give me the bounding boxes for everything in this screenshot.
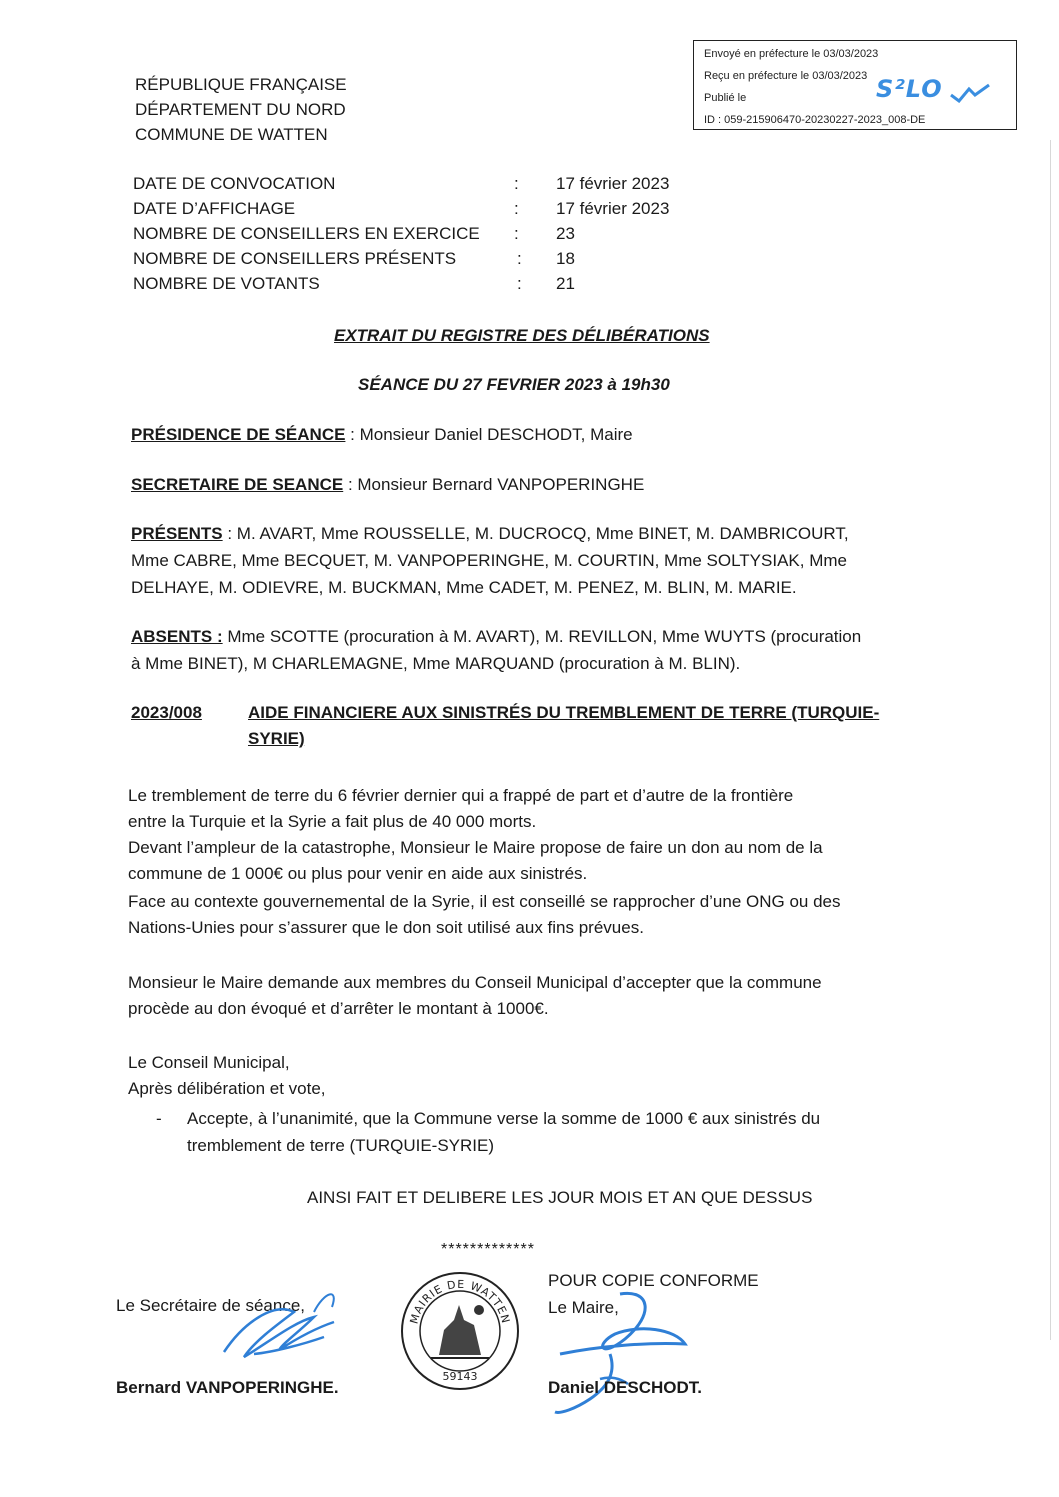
- decision-dash: -: [156, 1109, 162, 1128]
- secretary-title: Le Secrétaire de séance,: [116, 1296, 306, 1315]
- body-p1-l3: Devant l’ampleur de la catastrophe, Monsieur le Maire propose de faire un don au nom de la: [128, 838, 823, 857]
- seal-code: 59143: [442, 1370, 478, 1383]
- presidence-label: PRÉSIDENCE DE SÉANCE: [131, 425, 346, 444]
- deliberation-title-line2: SYRIE): [248, 729, 305, 748]
- body-p2-l1: Monsieur le Maire demande aux membres du Conseil Municipal d’accepter que la commune: [128, 973, 822, 992]
- document-title: EXTRAIT DU REGISTRE DES DÉLIBÉRATIONS: [334, 326, 710, 345]
- presents-line1: [131, 524, 849, 544]
- info-colon: :: [514, 224, 519, 243]
- header-republique: RÉPUBLIQUE FRANÇAISE: [135, 75, 347, 94]
- closing-line: AINSI FAIT ET DELIBERE LES JOUR MOIS ET AN QUE DESSUS: [307, 1188, 813, 1207]
- presents-line2: Mme CABRE, Mme BECQUET, M. VANPOPERINGHE, M. COURTIN, Mme SOLTYSIAK, Mme: [131, 551, 847, 570]
- stamp-id: ID : 059-215906470-20230227-2023_008-DE: [704, 114, 926, 126]
- info-label: DATE DE CONVOCATION: [133, 174, 336, 193]
- decision-line1: Accepte, à l’unanimité, que la Commune verse la somme de 1000 € aux sinistrés du: [187, 1109, 821, 1128]
- info-label: NOMBRE DE VOTANTS: [133, 274, 320, 293]
- logo-swoosh-icon: [949, 81, 993, 103]
- mayor-title: Le Maire,: [548, 1298, 619, 1317]
- stamp-envoye: Envoyé en préfecture le 03/03/2023: [704, 48, 879, 60]
- mayor-signature-icon: [540, 1284, 700, 1424]
- absents-label: ABSENTS :: [131, 627, 223, 646]
- info-value: 17 février 2023: [556, 174, 670, 193]
- stamp-publie: Publié le: [704, 92, 747, 104]
- secretaire-label: SECRETAIRE DE SEANCE: [131, 475, 344, 494]
- secretary-name: Bernard VANPOPERINGHE.: [116, 1378, 339, 1397]
- scan-edge-line: [1050, 140, 1051, 1340]
- secretaire-line: [131, 475, 644, 495]
- body-p1-l6: Nations-Unies pour s’assurer que le don soit utilisé aux fins prévues.: [128, 918, 644, 937]
- info-value: 23: [556, 224, 575, 243]
- presents-label: PRÉSENTS: [131, 524, 223, 543]
- s2lo-logo: S²LO: [876, 75, 943, 103]
- info-label: NOMBRE DE CONSEILLERS EN EXERCICE: [133, 224, 480, 243]
- header-departement: DÉPARTEMENT DU NORD: [135, 100, 346, 119]
- body-apres: Après délibération et vote,: [128, 1079, 326, 1098]
- info-colon: :: [514, 199, 519, 218]
- body-conseil: Le Conseil Municipal,: [128, 1053, 290, 1072]
- info-colon: :: [514, 174, 519, 193]
- mayor-name: Daniel DESCHODT.: [548, 1378, 702, 1397]
- seance-title: SÉANCE DU 27 FEVRIER 2023 à 19h30: [358, 375, 670, 394]
- header-commune: COMMUNE DE WATTEN: [135, 125, 328, 144]
- deliberation-number: 2023/008: [131, 703, 202, 722]
- info-colon: :: [517, 274, 522, 293]
- seal-text: MAIRIE DE WATTEN: [407, 1277, 513, 1326]
- info-value: 17 février 2023: [556, 199, 670, 218]
- info-value: 21: [556, 274, 575, 293]
- body-p1-l1: Le tremblement de terre du 6 février dernier qui a frappé de part et d’autre de la frontière: [128, 786, 794, 805]
- stamp-recu: Reçu en préfecture le 03/03/2023: [704, 70, 868, 82]
- decision-line2: tremblement de terre (TURQUIE-SYRIE): [187, 1136, 495, 1155]
- absents-line1: [131, 627, 861, 647]
- info-colon: :: [517, 249, 522, 268]
- secretary-signature-icon: [214, 1282, 344, 1372]
- body-p2-l2: procède au don évoqué et d’arrêter le montant à 1000€.: [128, 999, 549, 1018]
- info-label: DATE D’AFFICHAGE: [133, 199, 296, 218]
- info-value: 18: [556, 249, 575, 268]
- absents-line2: à Mme BINET), M CHARLEMAGNE, Mme MARQUAND (procuration à M. BLIN).: [131, 654, 741, 673]
- absents-text1: Mme SCOTTE (procuration à M. AVART), M. REVILLON, Mme WUYTS (procuration: [222, 627, 862, 646]
- prefecture-stamp: [693, 40, 1017, 130]
- secretaire-text: : Monsieur Bernard VANPOPERINGHE: [343, 475, 645, 494]
- mairie-seal-icon: [399, 1270, 521, 1392]
- copy-conforme: POUR COPIE CONFORME: [548, 1271, 759, 1290]
- body-p1-l4: commune de 1 000€ ou plus pour venir en aide aux sinistrés.: [128, 864, 588, 883]
- body-p1-l2: entre la Turquie et la Syrie a fait plus de 40 000 morts.: [128, 812, 537, 831]
- presidence-line: [131, 425, 633, 445]
- presidence-text: : Monsieur Daniel DESCHODT, Maire: [345, 425, 633, 444]
- body-p1-l5: Face au contexte gouvernemental de la Syrie, il est conseillé se rapprocher d’une ONG ou des: [128, 892, 841, 911]
- info-label: NOMBRE DE CONSEILLERS PRÉSENTS: [133, 249, 457, 268]
- presents-text1: : M. AVART, Mme ROUSSELLE, M. DUCROCQ, Mme BINET, M. DAMBRICOURT,: [222, 524, 849, 543]
- presents-line3: DELHAYE, M. ODIEVRE, M. BUCKMAN, Mme CADET, M. PENEZ, M. BLIN, M. MARIE.: [131, 578, 797, 597]
- stars-separator: *************: [441, 1241, 535, 1258]
- deliberation-title-line1: AIDE FINANCIERE AUX SINISTRÉS DU TREMBLEMENT DE TERRE (TURQUIE-: [248, 703, 880, 722]
